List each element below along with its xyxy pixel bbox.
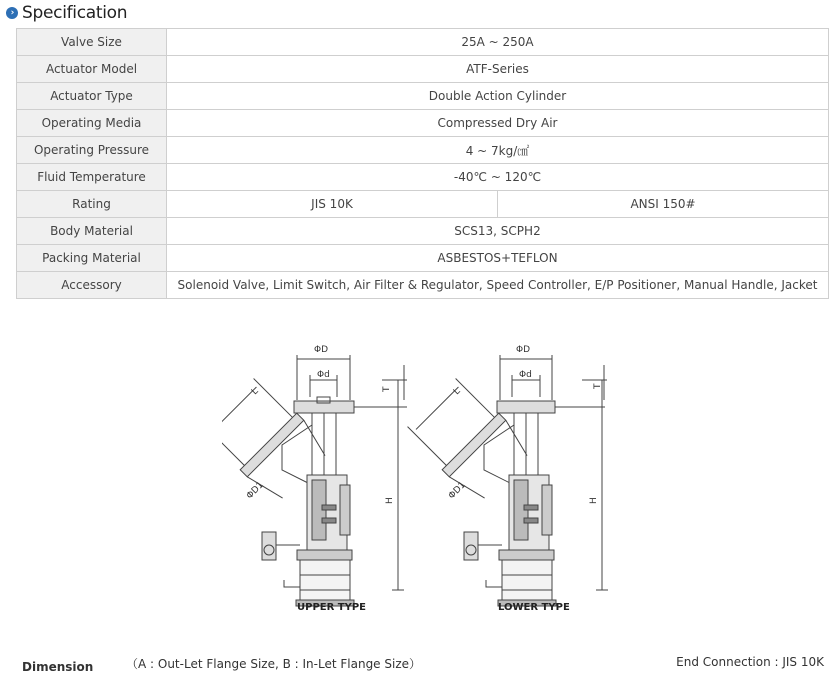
spec-label: Actuator Type <box>17 83 167 110</box>
upper-dim-D: ΦD <box>314 345 329 355</box>
spec-row <box>17 218 829 245</box>
spec-label: Actuator Model <box>17 56 167 83</box>
spec-label: Fluid Temperature <box>17 164 167 191</box>
section-title <box>6 2 127 24</box>
spec-value: Solenoid Valve, Limit Switch, Air Filter & Regulator, Speed Controller, E/P Positioner, Manual Handle, Jacket <box>167 272 829 299</box>
spec-label: Body Material <box>17 218 167 245</box>
spec-row <box>17 110 829 137</box>
spec-value: ASBESTOS+TEFLON <box>167 245 829 272</box>
spec-value: 25A ~ 250A <box>167 29 829 56</box>
lower-dim-T: T <box>593 383 603 389</box>
spec-row <box>17 83 829 110</box>
upper-dim-d: Φd <box>317 370 330 380</box>
end-connection-note: End Connection : JIS 10K <box>676 655 824 669</box>
spec-label: Valve Size <box>17 29 167 56</box>
upper-dim-D1: ΦD1 <box>244 480 266 502</box>
spec-row <box>17 164 829 191</box>
section-title-text: Specification <box>22 3 128 23</box>
lower-type-figure <box>403 355 608 606</box>
spec-label: Operating Pressure <box>17 137 167 164</box>
valve-drawing <box>222 335 622 629</box>
spec-value: ATF-Series <box>167 56 829 83</box>
spec-row <box>17 56 829 83</box>
upper-dim-L: L <box>249 386 261 398</box>
spec-value: SCS13, SCPH2 <box>167 218 829 245</box>
lower-dim-L: L <box>451 386 463 398</box>
spec-value: JIS 10K <box>167 191 498 218</box>
spec-label: Rating <box>17 191 167 218</box>
spec-row <box>17 245 829 272</box>
spec-value: ANSI 150# <box>498 191 829 218</box>
spec-row <box>17 191 829 218</box>
spec-label: Operating Media <box>17 110 167 137</box>
spec-label: Packing Material <box>17 245 167 272</box>
lower-dim-D1: ΦD1 <box>446 480 468 502</box>
spec-row <box>17 272 829 299</box>
upper-dim-T: T <box>382 386 392 392</box>
spec-value: Compressed Dry Air <box>167 110 829 137</box>
upper-type-label: UPPER TYPE <box>297 602 367 613</box>
flange-note: （A : Out-Let Flange Size, B : In-Let Flange Size） <box>126 657 422 671</box>
spec-table <box>16 28 829 299</box>
spec-label: Accessory <box>17 272 167 299</box>
arrow-bullet-icon: › <box>6 7 18 19</box>
lower-dim-d: Φd <box>519 370 532 380</box>
upper-type-figure <box>222 355 407 606</box>
spec-value: Double Action Cylinder <box>167 83 829 110</box>
spec-value: -40℃ ~ 120℃ <box>167 164 829 191</box>
lower-dim-D: ΦD <box>516 345 531 355</box>
spec-row <box>17 137 829 164</box>
lower-dim-H: H <box>589 497 599 504</box>
spec-value: 4 ~ 7kg/㎠ <box>167 137 829 164</box>
upper-dim-H: H <box>385 497 395 504</box>
lower-type-label: LOWER TYPE <box>498 602 570 613</box>
valve-drawing-svg <box>222 335 622 625</box>
dimension-heading: Dimension <box>22 660 94 674</box>
spec-row <box>17 29 829 56</box>
